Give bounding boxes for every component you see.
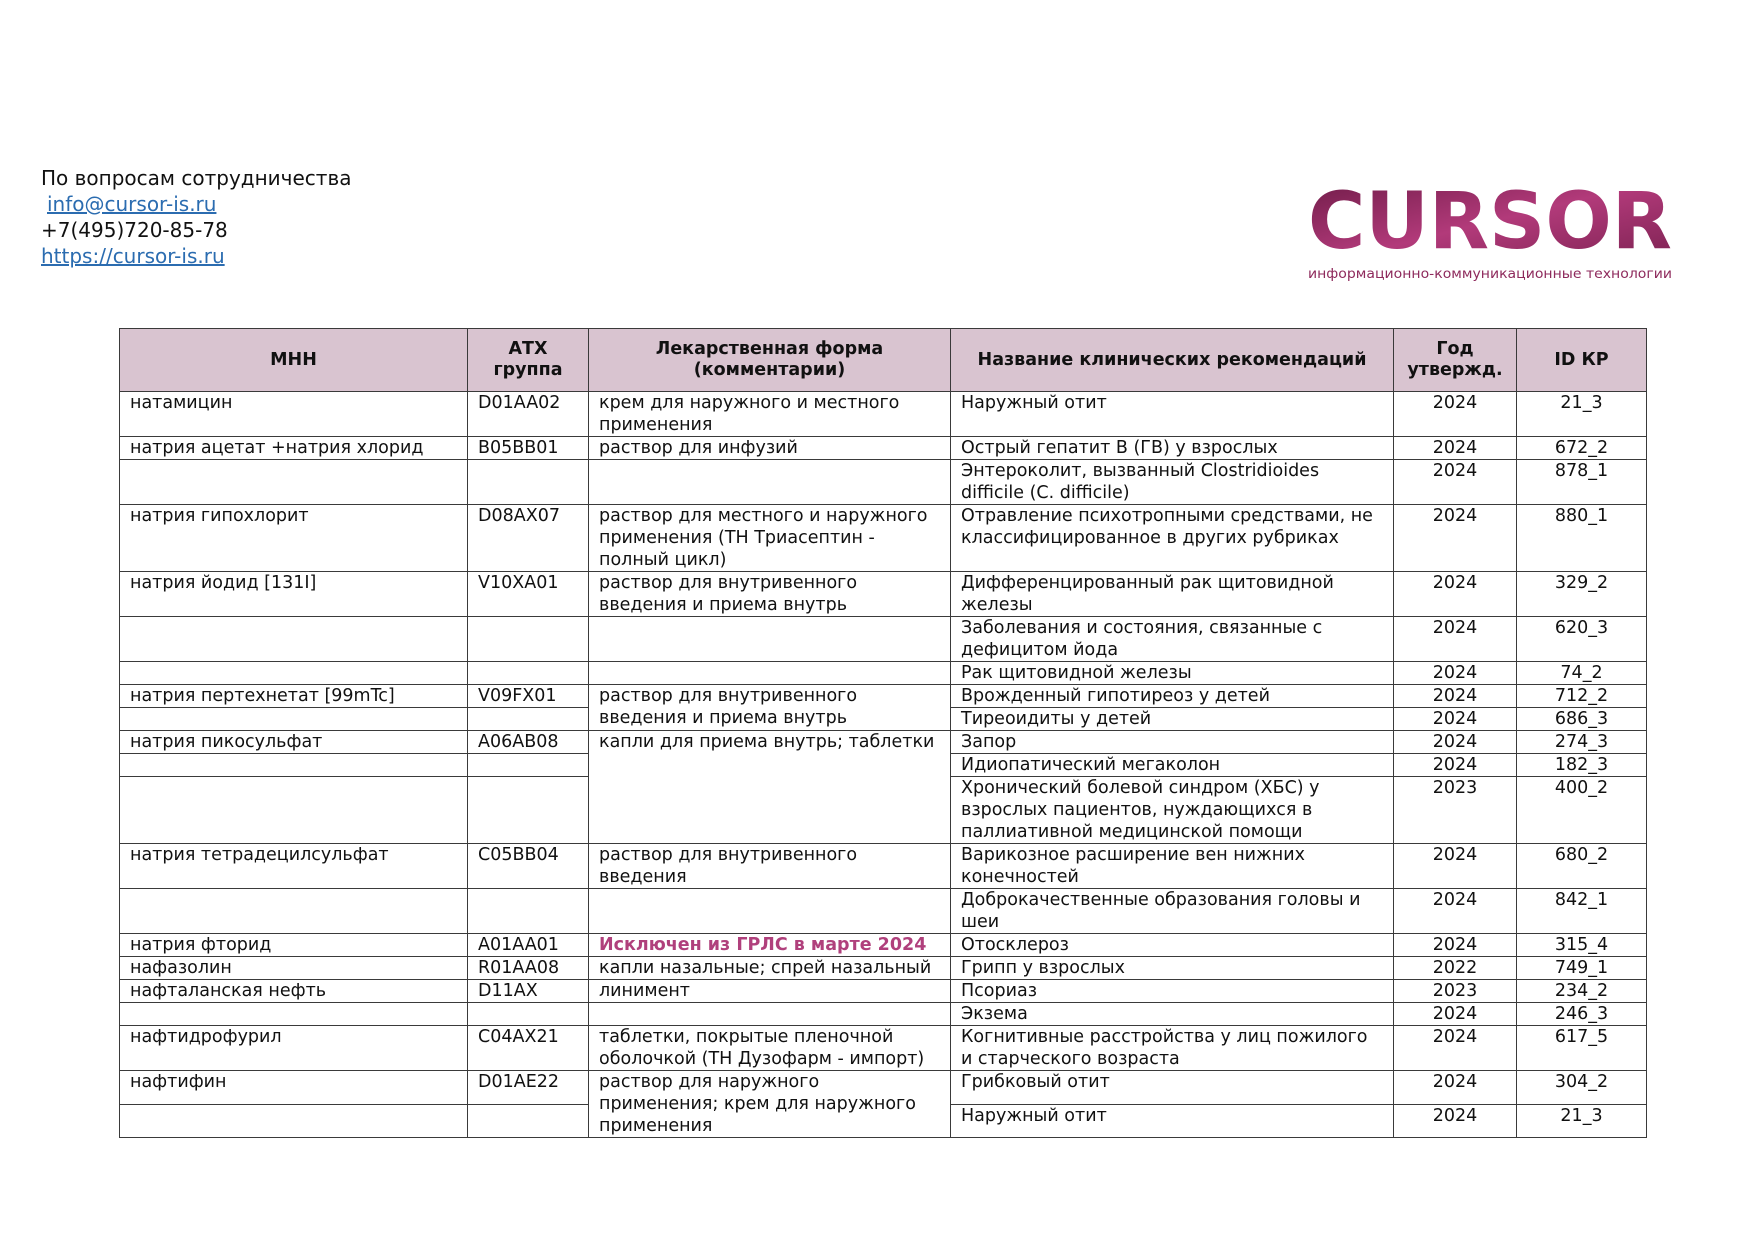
guideline-cell: Грибковый отит [951, 1071, 1394, 1105]
guideline-cell: Острый гепатит B (ГВ) у взрослых [951, 437, 1394, 460]
form-cell: раствор для местного и наружного применения (ТН Триасептин - полный цикл) [589, 505, 951, 572]
guideline-cell: Отравление психотропными средствами, не классифицированное в других рубриках [951, 505, 1394, 572]
form-cell [589, 617, 951, 662]
id-cell: 274_3 [1517, 731, 1647, 754]
header-year: Год утвержд. [1394, 329, 1517, 392]
excluded-note: Исключен из ГРЛС в марте 2024 [589, 934, 951, 957]
header-guideline: Название клинических рекомендаций [951, 329, 1394, 392]
atx-cell: D01AE22 [468, 1071, 589, 1105]
id-cell: 182_3 [1517, 754, 1647, 777]
guideline-cell: Наружный отит [951, 1104, 1394, 1138]
year-cell: 2024 [1394, 1071, 1517, 1105]
id-cell: 880_1 [1517, 505, 1647, 572]
table-row [120, 460, 1647, 505]
mnn-cell [120, 708, 468, 731]
guideline-cell: Тиреоидиты у детей [951, 708, 1394, 731]
cursor-logo [1308, 178, 1678, 288]
form-cell: крем для наружного и местного применения [589, 392, 951, 437]
svg-text:информационно-коммуникационные: информационно-коммуникационные технологии [1308, 266, 1672, 282]
atx-cell [468, 889, 589, 934]
mnn-cell [120, 777, 468, 844]
id-cell: 878_1 [1517, 460, 1647, 505]
contacts-heading: По вопросам сотрудничества [41, 166, 352, 190]
atx-cell: B05BB01 [468, 437, 589, 460]
mnn-cell: натрия тетрадецилсульфат [120, 844, 468, 889]
id-cell: 21_3 [1517, 1104, 1647, 1138]
guideline-cell: Идиопатический мегаколон [951, 754, 1394, 777]
mnn-cell [120, 460, 468, 505]
id-cell: 21_3 [1517, 392, 1647, 437]
form-cell [589, 1003, 951, 1026]
year-cell: 2024 [1394, 662, 1517, 685]
guideline-cell: Экзема [951, 1003, 1394, 1026]
table-row [120, 505, 1647, 572]
atx-cell [468, 1003, 589, 1026]
table-row [120, 572, 1647, 617]
table-row [120, 1003, 1647, 1026]
mnn-cell: натрия ацетат +натрия хлорид [120, 437, 468, 460]
form-cell: раствор для внутривенного введения [589, 844, 951, 889]
form-cell: линимент [589, 980, 951, 1003]
mnn-cell: натамицин [120, 392, 468, 437]
mnn-cell: нафазолин [120, 957, 468, 980]
atx-cell: V10XA01 [468, 572, 589, 617]
atx-cell [468, 617, 589, 662]
id-cell: 315_4 [1517, 934, 1647, 957]
atx-cell: D08AX07 [468, 505, 589, 572]
contacts-block [41, 165, 352, 269]
table-row [120, 392, 1647, 437]
table-row [120, 844, 1647, 889]
year-cell: 2022 [1394, 957, 1517, 980]
guideline-cell: Запор [951, 731, 1394, 754]
id-cell: 712_2 [1517, 685, 1647, 708]
form-cell [589, 662, 951, 685]
form-cell: раствор для наружного применения; крем для наружного применения [589, 1071, 951, 1138]
mnn-cell [120, 754, 468, 777]
mnn-cell [120, 662, 468, 685]
year-cell: 2024 [1394, 685, 1517, 708]
year-cell: 2024 [1394, 1104, 1517, 1138]
svg-text:CURSOR: CURSOR [1308, 178, 1672, 267]
id-cell: 329_2 [1517, 572, 1647, 617]
id-cell: 672_2 [1517, 437, 1647, 460]
table-row [120, 957, 1647, 980]
atx-cell: D11AX [468, 980, 589, 1003]
table-row [120, 437, 1647, 460]
guideline-cell: Врожденный гипотиреоз у детей [951, 685, 1394, 708]
year-cell: 2024 [1394, 392, 1517, 437]
table-row [120, 731, 1647, 754]
guideline-cell: Наружный отит [951, 392, 1394, 437]
guideline-cell: Заболевания и состояния, связанные с дефицитом йода [951, 617, 1394, 662]
guideline-cell: Дифференцированный рак щитовидной железы [951, 572, 1394, 617]
year-cell: 2024 [1394, 1026, 1517, 1071]
atx-cell [468, 754, 589, 777]
guideline-cell: Энтероколит, вызванный Clostridioides difficile (C. difficile) [951, 460, 1394, 505]
form-cell [589, 460, 951, 505]
id-cell: 234_2 [1517, 980, 1647, 1003]
mnn-cell: нафтифин [120, 1071, 468, 1105]
table-row [120, 980, 1647, 1003]
mnn-cell: нафталанская нефть [120, 980, 468, 1003]
atx-cell: C05BB04 [468, 844, 589, 889]
mnn-cell [120, 617, 468, 662]
clinical-guidelines-table [119, 328, 1647, 1138]
table-row [120, 889, 1647, 934]
id-cell: 400_2 [1517, 777, 1647, 844]
mnn-cell [120, 1104, 468, 1138]
id-cell: 246_3 [1517, 1003, 1647, 1026]
form-cell: таблетки, покрытые пленочной оболочкой (ТН Дузофарм - импорт) [589, 1026, 951, 1071]
year-cell: 2024 [1394, 505, 1517, 572]
id-cell: 686_3 [1517, 708, 1647, 731]
form-cell: раствор для инфузий [589, 437, 951, 460]
year-cell: 2024 [1394, 460, 1517, 505]
table-header-row [120, 329, 1647, 392]
id-cell: 842_1 [1517, 889, 1647, 934]
table-row [120, 934, 1647, 957]
atx-cell [468, 1104, 589, 1138]
table-row [120, 1026, 1647, 1071]
atx-cell: R01AA08 [468, 957, 589, 980]
id-cell: 620_3 [1517, 617, 1647, 662]
header-id: ID КР [1517, 329, 1647, 392]
year-cell: 2024 [1394, 617, 1517, 662]
form-cell: капли для приема внутрь; таблетки [589, 731, 951, 844]
year-cell: 2024 [1394, 934, 1517, 957]
form-cell: раствор для внутривенного введения и приема внутрь [589, 685, 951, 731]
guideline-cell: Варикозное расширение вен нижних конечностей [951, 844, 1394, 889]
mnn-cell: натрия пикосульфат [120, 731, 468, 754]
atx-cell: D01AA02 [468, 392, 589, 437]
atx-cell: V09FX01 [468, 685, 589, 708]
atx-cell [468, 777, 589, 844]
header-atx: АТХ группа [468, 329, 589, 392]
year-cell: 2023 [1394, 777, 1517, 844]
email-link[interactable]: info@cursor-is.ru [47, 192, 217, 216]
form-cell: капли назальные; спрей назальный [589, 957, 951, 980]
year-cell: 2024 [1394, 844, 1517, 889]
mnn-cell: натрия йодид [131I] [120, 572, 468, 617]
table-row [120, 685, 1647, 708]
table-row [120, 1071, 1647, 1105]
mnn-cell: натрия фторид [120, 934, 468, 957]
atx-cell: A01AA01 [468, 934, 589, 957]
header-mnn: МНН [120, 329, 468, 392]
guideline-cell: Грипп у взрослых [951, 957, 1394, 980]
mnn-cell [120, 889, 468, 934]
year-cell: 2023 [1394, 980, 1517, 1003]
year-cell: 2024 [1394, 708, 1517, 731]
id-cell: 74_2 [1517, 662, 1647, 685]
year-cell: 2024 [1394, 731, 1517, 754]
atx-cell: C04AX21 [468, 1026, 589, 1071]
mnn-cell: натрия гипохлорит [120, 505, 468, 572]
year-cell: 2024 [1394, 572, 1517, 617]
year-cell: 2024 [1394, 889, 1517, 934]
form-cell [589, 889, 951, 934]
guideline-cell: Псориаз [951, 980, 1394, 1003]
guideline-cell: Отосклероз [951, 934, 1394, 957]
year-cell: 2024 [1394, 1003, 1517, 1026]
year-cell: 2024 [1394, 437, 1517, 460]
guideline-cell: Доброкачественные образования головы и шеи [951, 889, 1394, 934]
atx-cell [468, 708, 589, 731]
id-cell: 680_2 [1517, 844, 1647, 889]
atx-cell: A06AB08 [468, 731, 589, 754]
id-cell: 617_5 [1517, 1026, 1647, 1071]
guideline-cell: Рак щитовидной железы [951, 662, 1394, 685]
mnn-cell [120, 1003, 468, 1026]
website-link[interactable]: https://cursor-is.ru [41, 244, 225, 268]
atx-cell [468, 662, 589, 685]
atx-cell [468, 460, 589, 505]
guideline-cell: Хронический болевой синдром (ХБС) у взрослых пациентов, нуждающихся в паллиативной медицинской помощи [951, 777, 1394, 844]
mnn-cell: нафтидрофурил [120, 1026, 468, 1071]
table-row [120, 662, 1647, 685]
id-cell: 304_2 [1517, 1071, 1647, 1105]
guideline-cell: Когнитивные расстройства у лиц пожилого и старческого возраста [951, 1026, 1394, 1071]
year-cell: 2024 [1394, 754, 1517, 777]
phone-number: +7(495)720-85-78 [41, 218, 228, 242]
header-form: Лекарственная форма (комментарии) [589, 329, 951, 392]
form-cell: раствор для внутривенного введения и приема внутрь [589, 572, 951, 617]
table-row [120, 617, 1647, 662]
id-cell: 749_1 [1517, 957, 1647, 980]
mnn-cell: натрия пертехнетат [99mTc] [120, 685, 468, 708]
